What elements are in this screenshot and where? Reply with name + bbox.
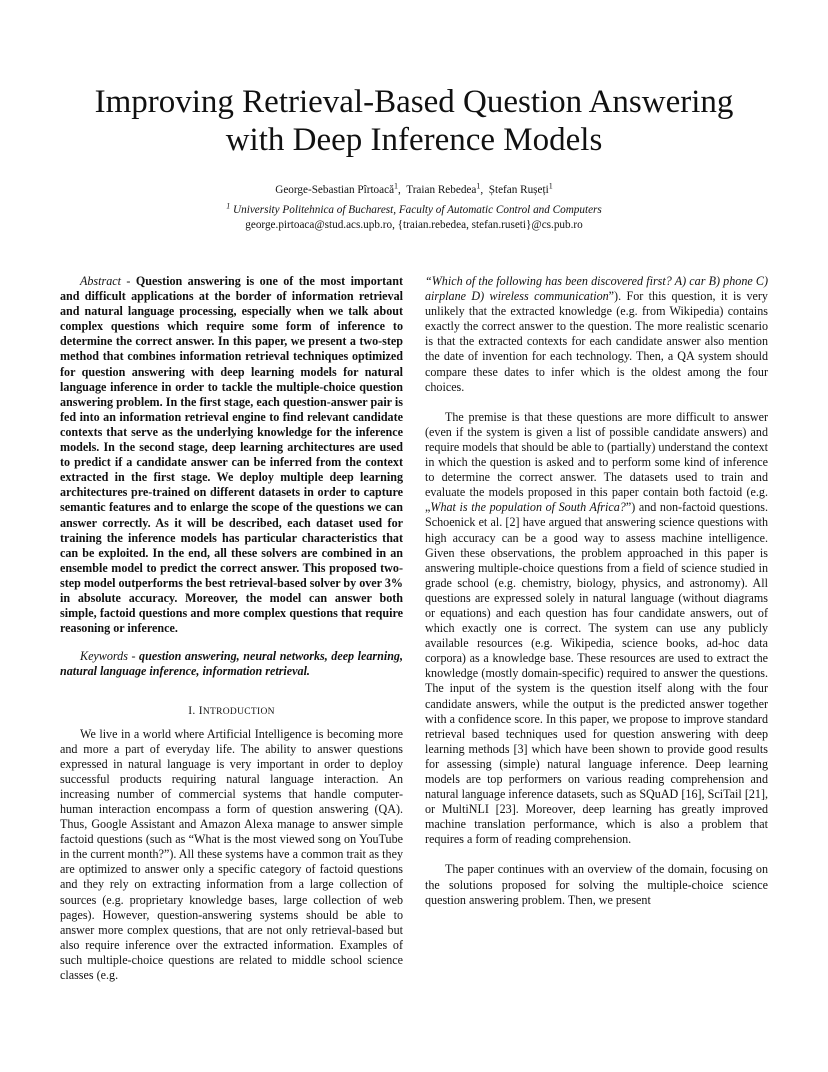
affiliation <box>60 203 768 217</box>
paper-title <box>60 83 768 159</box>
affiliation-mark: 1 <box>226 201 231 211</box>
right-column <box>425 274 768 908</box>
section-heading-introduction <box>60 704 403 720</box>
title-line-2: with Deep Inference Models <box>225 122 603 158</box>
abstract-label: Abstract - <box>80 274 131 288</box>
author-name: George-Sebastian Pîrtoacă <box>275 184 395 196</box>
author-emails: george.pirtoaca@stud.acs.upb.ro, {traian.rebedea, stefan.ruseti}@cs.pub.ro <box>245 219 583 231</box>
keywords-text: question answering, neural networks, deep learning, natural language inference, information retrieval. <box>60 649 404 679</box>
left-column <box>60 274 403 983</box>
paragraph-text: ”). For this question, it is very unlikely that the extracted knowledge (e.g. from Wikipedia) contains exactly the correct answer to the question. The more realistic scenario is that the extracted contexts for each candidate answer also mention the date of invention for each technology. Then, a QA system should compare these dates to infer which is the oldest among the four choices. <box>425 289 768 394</box>
paragraph-text: The premise is that these questions are more difficult to answer (even if the system is given a list of possible candidate answers) and require models that should be able to (partially) understand the context in which the question is asked and to perform some kind of inference to determine the correct answer. The datasets used to train and evaluate the models proposed in this paper contain both factoid (e.g. „ <box>425 409 768 515</box>
section-title-first-letter: I <box>198 705 203 718</box>
author-name: Traian Rebedea <box>406 184 477 196</box>
author-name: Ștefan Rușeți <box>488 184 549 196</box>
example-factoid-question: What is the population of South Africa? <box>430 500 626 515</box>
example-question: “Which of the following has been discovered first? A) car B) phone C) airplane D) wireless communication <box>425 274 768 304</box>
intro-paragraph-2 <box>425 410 768 848</box>
intro-paragraph-1-continued <box>425 274 768 395</box>
section-number: I. <box>188 705 196 718</box>
abstract-text: Question answering is one of the most important and difficult applications at the border of information retrieval and natural language processing, especially when we talk about complex questions which require some form of inference to determine the correct answer. In this paper, we present a two-step method that combines information retrieval techniques optimized for question answering with deep learning models for natural language inference in order to tackle the multiple-choice question answering problem. In the first stage, each question-answer pair is fed into an information retrieval engine to find relevant candidate contexts that serve as the underlying knowledge for the inference models. In the second stage, deep learning architectures are used to predict if a candidate answer can be inferred from the context extracted in the first stage. We deploy multiple deep learning architectures pre-trained on different datasets in order to capture semantic features and to enlarge the scope of the questions we can answer correctly. As it will be described, each dataset used for training the inference models has particular characteristics that can be exploited. In the end, all these solvers are combined in an ensemble model to predict the correct answer. This proposed two-step model outperforms the best retrieval-based solver by over 3% in absolute accuracy. Moreover, the model can answer both simple, factoid questions and more complex questions that require reasoning or inference. <box>60 274 403 636</box>
author-list: George-Sebastian Pîrtoacă$^1$, Traian Rebedea$^1$, Ștefan Rușeți$^1$ <box>275 181 553 196</box>
section-title-rest: NTRODUCTION <box>202 707 275 718</box>
paragraph-text: ”) and non-factoid questions. Schoenick et al. [2] have argued that answering science questions with high accuracy can be a good way to assess machine intelligence. Given these observations, the problem approached in this paper is answering multiple-choice questions from a field of science studied in grade school (e.g. chemistry, biology, physics, and astronomy). All questions are expressed solely in natural language (without diagrams or equations) and each question has four candidate answers, out of which exactly one is correct. The system can use any publicly available resources (e.g. Wikipedia, science books, ad-hoc data corpora) as a knowledge base. These resources are used to extract the knowledge (mostly domain-specific) required to answer the questions. The input of the system is the question itself along with the four candidate answers, while the output is the predicted answer together with a confidence score. In this paper, we propose to improve standard retrieval based techniques used for question answering with deep learning methods [3] which have been shown to provide good results for assessing (simple) natural language inference. Deep learning models are top performers on various reading comprehension and natural language inference datasets, such as SQuAD [16], SciTail [21], or MultiNLI [23]. Moreover, deep learning has greatly improved machine translation performance, which is also a problem that requires a form of reading comprehension. <box>425 500 768 847</box>
keywords-label: Keywords - <box>80 649 136 664</box>
intro-paragraph-3: The paper continues with an overview of the domain, focusing on the solutions proposed for solving the multiple-choice science question answering problem. Then, we present <box>425 862 768 907</box>
abstract <box>60 274 403 636</box>
author-affil-mark: 1 <box>548 181 553 191</box>
author-affil-mark: 1 <box>476 181 481 191</box>
author-affil-mark: 1 <box>394 181 399 191</box>
title-line-1: Improving Retrieval-Based Question Answering <box>94 84 734 120</box>
keywords <box>60 649 403 679</box>
intro-paragraph-1: We live in a world where Artificial Intelligence is becoming more and more a part of everyday life. The ability to answer questions expressed in natural language is very important in order to deploy successful products requiring natural language interaction. An increasing number of commercial systems that handle computer-human interaction encompass a form of question answering (QA). Thus, Google Assistant and Amazon Alexa manage to answer simple factoid questions (such as “What is the most viewed song on YouTube in the current month?”). All these systems have a common trait as they are optimized to answer only a specific category of factoid questions and they rely on extracting information from a large collection of sources (e.g. proprietary knowledge bases, large collection of web pages). However, question-answering systems should be able to answer more complex questions, that are not only retrieval-based but also require inference over the extracted information. Examples of such multiple-choice questions are related to middle school science classes (e.g. <box>60 726 403 983</box>
affiliation-text: University Politehnica of Bucharest, Faculty of Automatic Control and Computers <box>233 204 602 216</box>
